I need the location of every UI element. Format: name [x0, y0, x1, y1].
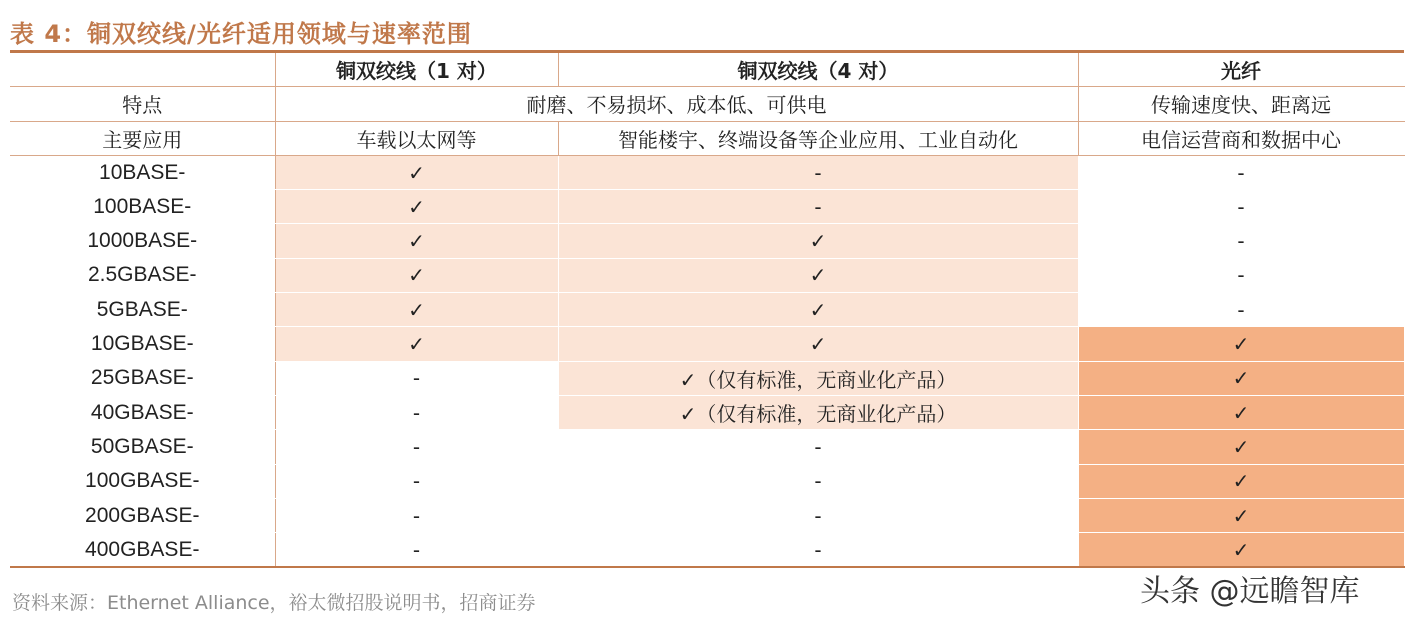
- cell-fiber: -: [1078, 190, 1404, 224]
- table-row: [10, 498, 1404, 532]
- applications-col1: 车载以太网等: [275, 121, 558, 155]
- features-copper: 耐磨、不易损坏、成本低、可供电: [275, 87, 1078, 121]
- speed-label: 100BASE-: [10, 190, 275, 224]
- cell-copper-1pair: -: [275, 533, 558, 568]
- speed-label: 200GBASE-: [10, 498, 275, 532]
- speed-label: 10BASE-: [10, 155, 275, 189]
- speed-label: 50GBASE-: [10, 430, 275, 464]
- cell-fiber: ✓: [1078, 361, 1404, 395]
- cell-copper-1pair: -: [275, 361, 558, 395]
- speed-label: 40GBASE-: [10, 395, 275, 429]
- comparison-table: [10, 53, 1405, 568]
- cell-copper-1pair: ✓: [275, 258, 558, 292]
- features-fiber: 传输速度快、距离远: [1078, 87, 1404, 121]
- cell-fiber: ✓: [1078, 430, 1404, 464]
- cell-copper-4pair: -: [558, 190, 1078, 224]
- cell-fiber: ✓: [1078, 395, 1404, 429]
- cell-copper-4pair: -: [558, 498, 1078, 532]
- cell-copper-4pair: ✓: [558, 224, 1078, 258]
- cell-copper-4pair: ✓: [558, 327, 1078, 361]
- header-empty-cell: [10, 53, 275, 87]
- applications-col2: 智能楼宇、终端设备等企业应用、工业自动化: [558, 121, 1078, 155]
- cell-fiber: ✓: [1078, 464, 1404, 498]
- table-row: [10, 155, 1404, 189]
- watermark: 头条 @远瞻智库: [1140, 574, 1360, 609]
- table-row: [10, 464, 1404, 498]
- cell-copper-1pair: ✓: [275, 293, 558, 327]
- table-row: [10, 258, 1404, 292]
- table-row: [10, 190, 1404, 224]
- cell-copper-4pair: ✓: [558, 293, 1078, 327]
- cell-fiber: -: [1078, 258, 1404, 292]
- cell-copper-4pair: -: [558, 464, 1078, 498]
- table-row: [10, 430, 1404, 464]
- cell-fiber: ✓: [1078, 533, 1404, 568]
- speed-label: 10GBASE-: [10, 327, 275, 361]
- cell-copper-1pair: ✓: [275, 224, 558, 258]
- speed-label: 1000BASE-: [10, 224, 275, 258]
- applications-col3: 电信运营商和数据中心: [1078, 121, 1404, 155]
- speed-label: 25GBASE-: [10, 361, 275, 395]
- cell-copper-1pair: -: [275, 395, 558, 429]
- speed-label: 2.5GBASE-: [10, 258, 275, 292]
- cell-copper-4pair: ✓（仅有标准，无商业化产品）: [558, 361, 1078, 395]
- speed-label: 5GBASE-: [10, 293, 275, 327]
- cell-fiber: -: [1078, 155, 1404, 189]
- cell-copper-4pair: -: [558, 155, 1078, 189]
- cell-fiber: -: [1078, 224, 1404, 258]
- cell-copper-4pair: ✓（仅有标准，无商业化产品）: [558, 395, 1078, 429]
- features-label: 特点: [10, 87, 275, 121]
- cell-copper-1pair: ✓: [275, 155, 558, 189]
- table-row: [10, 327, 1404, 361]
- cell-copper-1pair: ✓: [275, 327, 558, 361]
- cell-copper-4pair: -: [558, 533, 1078, 568]
- table-row: [10, 395, 1404, 429]
- speed-label: 100GBASE-: [10, 464, 275, 498]
- table-title: 表 4：铜双绞线/光纤适用领域与速率范围: [10, 20, 472, 48]
- cell-fiber: ✓: [1078, 498, 1404, 532]
- table-row: [10, 361, 1404, 395]
- cell-copper-1pair: -: [275, 498, 558, 532]
- table-header-row: [10, 53, 1404, 87]
- features-row: [10, 87, 1404, 121]
- cell-copper-1pair: ✓: [275, 190, 558, 224]
- cell-copper-1pair: -: [275, 430, 558, 464]
- header-fiber: 光纤: [1078, 53, 1404, 87]
- cell-copper-1pair: -: [275, 464, 558, 498]
- cell-copper-4pair: -: [558, 430, 1078, 464]
- table-row: [10, 293, 1404, 327]
- speed-label: 400GBASE-: [10, 533, 275, 568]
- cell-copper-4pair: ✓: [558, 258, 1078, 292]
- cell-fiber: ✓: [1078, 327, 1404, 361]
- table-row: [10, 224, 1404, 258]
- header-copper-1pair: 铜双绞线（1 对）: [275, 53, 558, 87]
- table-row: [10, 533, 1404, 568]
- applications-label: 主要应用: [10, 121, 275, 155]
- source-note: 资料来源：Ethernet Alliance，裕太微招股说明书，招商证券: [12, 592, 536, 614]
- applications-row: [10, 121, 1404, 155]
- header-copper-4pair: 铜双绞线（4 对）: [558, 53, 1078, 87]
- cell-fiber: -: [1078, 293, 1404, 327]
